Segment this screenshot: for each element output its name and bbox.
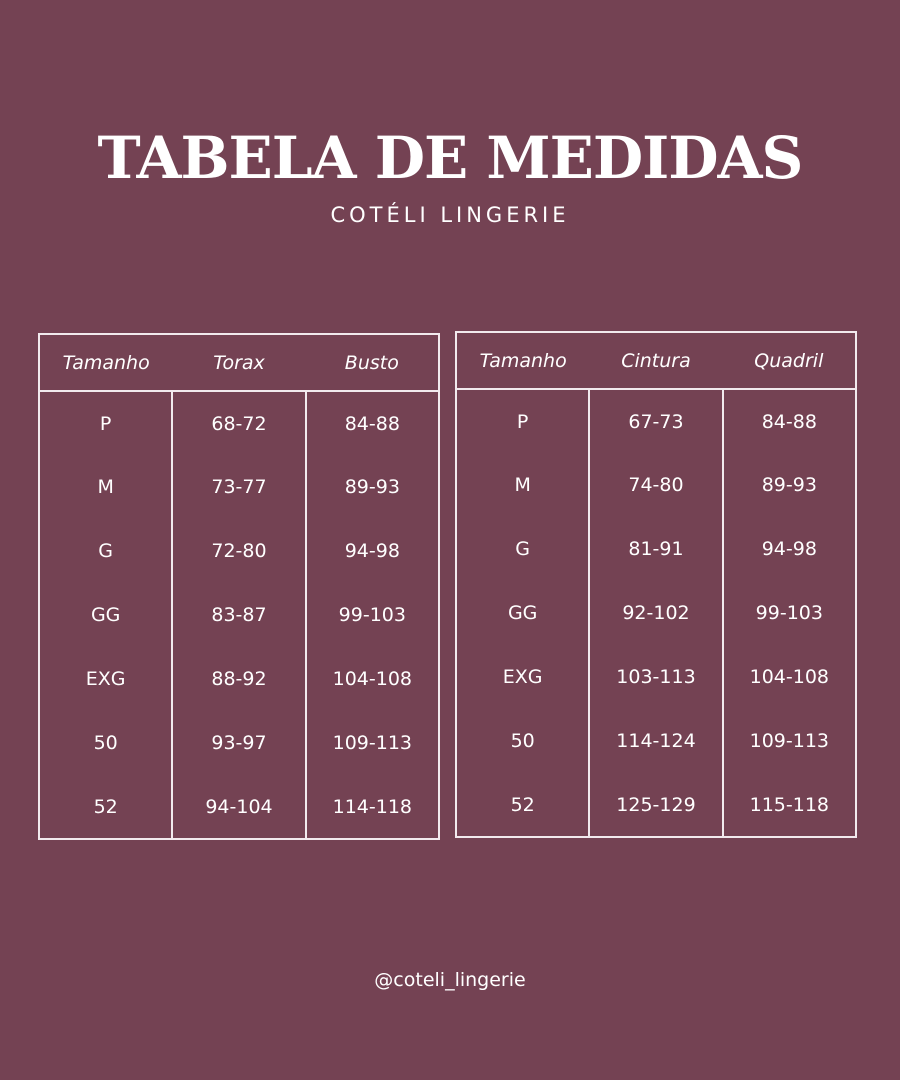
size-cell: EXG — [85, 668, 126, 690]
size-cell: 52 — [510, 793, 535, 816]
quadril-cell: 109-113 — [723, 709, 856, 773]
cintura-cell: 125-129 — [589, 773, 722, 837]
cintura-cell: 114-124 — [589, 709, 722, 773]
size-cell: 50 — [510, 730, 535, 752]
busto-cell: 109-113 — [306, 711, 439, 775]
size-cell: P — [516, 410, 529, 433]
column-header-torax: Torax — [172, 334, 305, 391]
table-row — [456, 581, 856, 645]
brand-subtitle: COTÉLI LINGERIE — [330, 203, 570, 227]
size-cell: EXG — [502, 666, 543, 688]
table-row — [456, 389, 856, 453]
table-row — [39, 519, 439, 583]
cintura-cell: 81-91 — [589, 517, 722, 581]
busto-cell: 94-98 — [306, 519, 439, 583]
size-cell: G — [98, 540, 114, 562]
busto-cell: 99-103 — [306, 583, 439, 647]
table-row — [39, 391, 439, 455]
page-title: TABELA DE MEDIDAS — [97, 124, 803, 192]
column-header-cintura: Cintura — [589, 332, 722, 389]
torax-cell: 94-104 — [172, 775, 305, 839]
table-row — [456, 517, 856, 581]
cintura-cell: 74-80 — [589, 453, 722, 517]
busto-cell: 89-93 — [306, 455, 439, 519]
column-header-quadril: Quadril — [723, 332, 856, 389]
table-row — [39, 775, 439, 839]
table-row — [39, 711, 439, 775]
size-table-torax-busto — [38, 333, 440, 840]
table-row — [456, 709, 856, 773]
table-header-row — [39, 334, 439, 391]
busto-cell: 114-118 — [306, 775, 439, 839]
instagram-handle: @coteli_lingerie — [374, 969, 526, 991]
size-cell: 52 — [93, 795, 118, 818]
table-header-row — [456, 332, 856, 389]
quadril-cell: 84-88 — [723, 389, 856, 453]
cintura-cell: 67-73 — [589, 389, 722, 453]
cintura-cell: 103-113 — [589, 645, 722, 709]
torax-cell: 83-87 — [172, 583, 305, 647]
column-header-tamanho: Tamanho — [456, 332, 589, 389]
column-header-busto: Busto — [306, 334, 439, 391]
quadril-cell: 89-93 — [723, 453, 856, 517]
quadril-cell: 104-108 — [723, 645, 856, 709]
quadril-cell: 94-98 — [723, 517, 856, 581]
table-row — [456, 645, 856, 709]
busto-cell: 104-108 — [306, 647, 439, 711]
torax-cell: 68-72 — [172, 391, 305, 455]
size-cell: GG — [90, 604, 121, 626]
busto-cell: 84-88 — [306, 391, 439, 455]
size-table-cintura-quadril — [455, 331, 857, 838]
cintura-cell: 92-102 — [589, 581, 722, 645]
table-row — [456, 773, 856, 837]
size-cell: 50 — [93, 732, 118, 754]
table-row — [39, 455, 439, 519]
column-header-tamanho: Tamanho — [39, 334, 172, 391]
torax-cell: 72-80 — [172, 519, 305, 583]
size-cell: G — [515, 538, 531, 560]
quadril-cell: 99-103 — [723, 581, 856, 645]
table-row — [39, 583, 439, 647]
torax-cell: 93-97 — [172, 711, 305, 775]
quadril-cell: 115-118 — [723, 773, 856, 837]
torax-cell: 88-92 — [172, 647, 305, 711]
size-cell: GG — [507, 602, 538, 624]
table-row — [456, 453, 856, 517]
size-cell: P — [99, 412, 112, 435]
table-row — [39, 647, 439, 711]
size-cell: M — [97, 476, 114, 498]
size-cell: M — [514, 474, 531, 496]
torax-cell: 73-77 — [172, 455, 305, 519]
